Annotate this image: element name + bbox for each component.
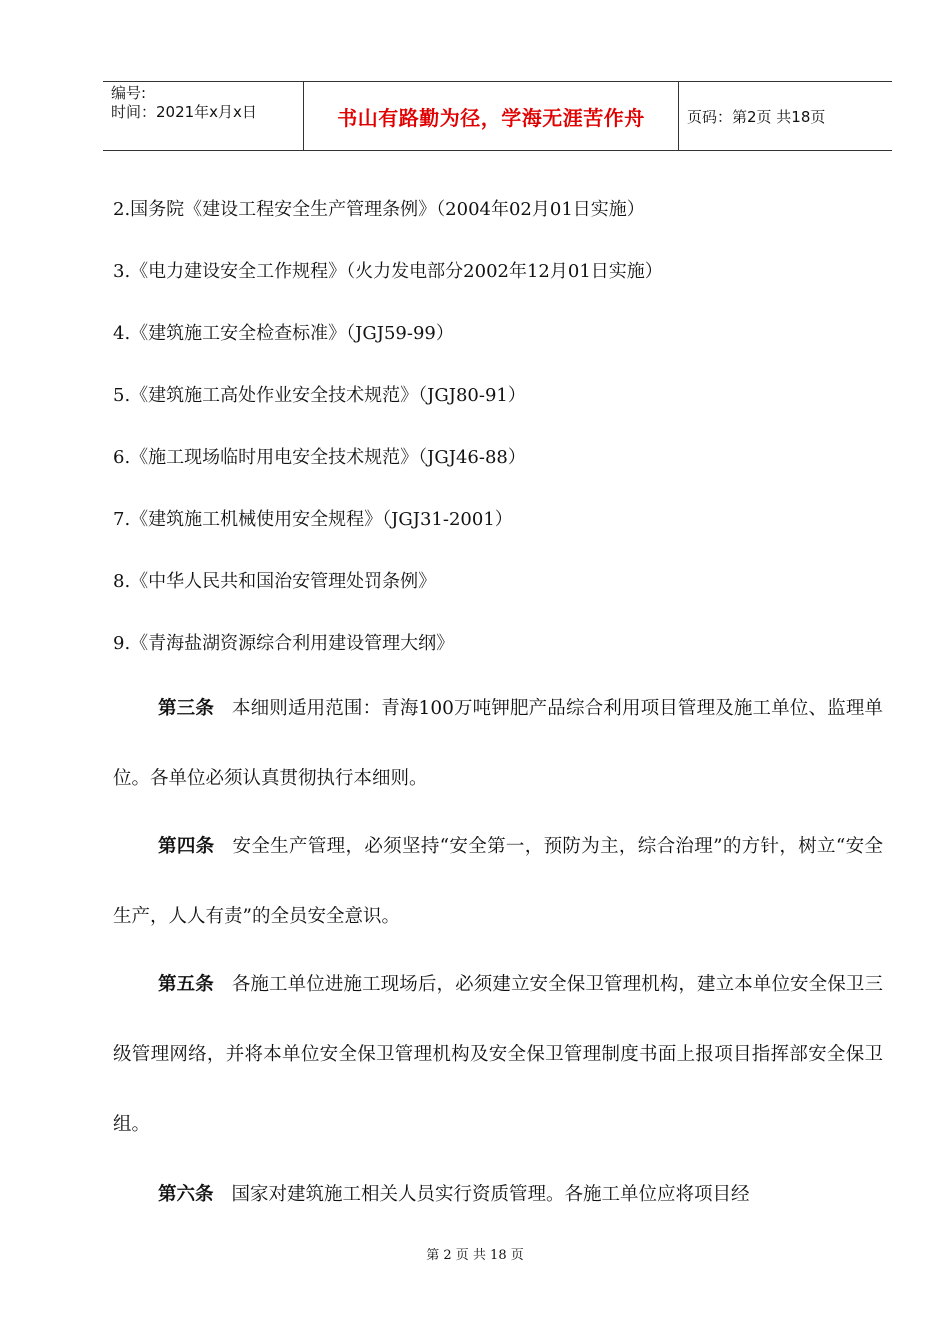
motto-text: 书山有路勤为径，学海无涯苦作舟 [337,105,645,130]
page-footer: 第 2 页 共 18 页 [426,1248,524,1263]
number-label: 编号: [111,84,147,102]
list-item: 2.国务院《建设工程安全生产管理条例》（2004年02月01日实施） [113,199,645,220]
article-text: 国家对建筑施工相关人员实行资质管理。各施工单位应将项目经 [231,1184,750,1205]
list-item: 6.《施工现场临时用电安全技术规范》（JGJ46-88） [113,447,526,468]
header-motto-cell [303,82,679,150]
page-header [103,81,892,151]
article-6 [113,1160,883,1230]
article-3 [113,674,883,814]
article-5 [113,950,883,1160]
list-item: 9.《青海盐湖资源综合利用建设管理大纲》 [113,633,455,654]
list-item: 5.《建筑施工高处作业安全技术规范》（JGJ80-91） [113,385,526,406]
article-title: 第五条 [158,974,214,995]
header-meta [103,82,303,150]
list-item: 3.《电力建设安全工作规程》（火力发电部分2002年12月01日实施） [113,261,663,282]
article-text: 安全生产管理，必须坚持“安全第一，预防为主，综合治理”的方针，树立“安全生产，人人有责”的全员安全意识。 [113,836,883,927]
article-text: 本细则适用范围：青海100万吨钾肥产品综合利用项目管理及施工单位、监理单位。各单位必须认真贯彻执行本细则。 [113,698,883,789]
article-title: 第四条 [158,836,215,857]
time-label: 时间：2021年x月x日 [111,103,257,121]
list-item: 8.《中华人民共和国治安管理处罚条例》 [113,571,437,592]
article-4 [113,812,883,952]
article-title: 第三条 [158,698,214,719]
page-info-text: 页码：第2页 共18页 [687,107,826,126]
article-text: 各施工单位进施工现场后，必须建立安全保卫管理机构，建立本单位安全保卫三级管理网络，并将本单位安全保卫管理机构及安全保卫管理制度书面上报项目指挥部安全保卫组。 [113,974,883,1135]
header-page-info [679,82,892,150]
regulation-list [113,188,893,684]
list-item: 7.《建筑施工机械使用安全规程》（JGJ31-2001） [113,509,513,530]
article-title: 第六条 [158,1184,214,1205]
list-item: 4.《建筑施工安全检查标准》（JGJ59-99） [113,323,454,344]
